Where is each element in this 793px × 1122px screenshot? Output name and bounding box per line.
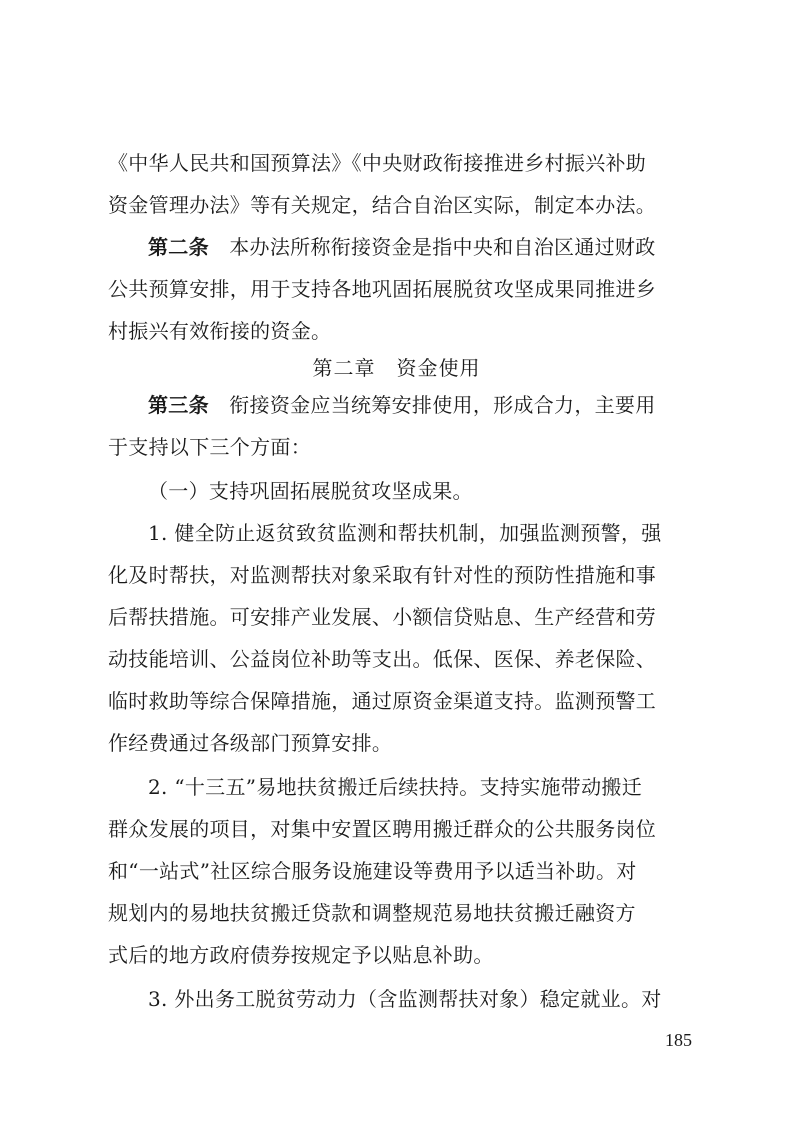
article-3-title: 第三条 bbox=[148, 393, 209, 417]
article-3-first-line bbox=[148, 392, 684, 418]
article-2-title: 第二条 bbox=[148, 235, 209, 259]
body-line: 式后的地方政府债券按规定予以贴息补助。 bbox=[108, 943, 494, 967]
body-line: 群众发展的项目，对集中安置区聘用搬迁群众的公共服务岗位 bbox=[108, 817, 657, 841]
body-line: 临时救助等综合保障措施，通过原资金渠道支持。监测预警工 bbox=[108, 689, 657, 713]
chapter-heading: 第二章 资金使用 bbox=[312, 356, 481, 380]
section-heading: （一）支持巩固拓展脱贫攻坚成果。 bbox=[148, 479, 473, 503]
body-line: 村振兴有效衔接的资金。 bbox=[108, 319, 332, 343]
body-line: 《中华人民共和国预算法》《中央财政衔接推进乡村振兴补助 bbox=[108, 151, 647, 175]
page-number: 185 bbox=[665, 1030, 692, 1050]
body-line: 和“一站式”社区综合服务设施建设等费用予以适当补助。对 bbox=[108, 859, 637, 883]
article-2-first-line bbox=[148, 234, 684, 260]
body-line: 资金管理办法》等有关规定，结合自治区实际，制定本办法。 bbox=[108, 193, 657, 217]
body-line: 化及时帮扶，对监测帮扶对象采取有针对性的预防性措施和事 bbox=[108, 563, 657, 587]
body-line: 规划内的易地扶贫搬迁贷款和调整规范易地扶贫搬迁融资方 bbox=[108, 901, 636, 925]
item-2-first-line: 2. “十三五”易地扶贫搬迁后续扶持。支持实施带动搬迁 bbox=[148, 775, 642, 799]
article-3-text: 衔接资金应当统筹安排使用，形成合力，主要用 bbox=[229, 393, 656, 417]
item-1-first-line: 1. 健全防止返贫致贫监测和帮扶机制，加强监测预警，强 bbox=[148, 521, 662, 545]
body-line: 动技能培训、公益岗位补助等支出。低保、医保、养老保险、 bbox=[108, 647, 657, 671]
body-line: 于支持以下三个方面： bbox=[108, 435, 311, 459]
article-2-text: 本办法所称衔接资金是指中央和自治区通过财政 bbox=[229, 235, 656, 259]
body-line: 后帮扶措施。可安排产业发展、小额信贷贴息、生产经营和劳 bbox=[108, 605, 657, 629]
body-line: 作经费通过各级部门预算安排。 bbox=[108, 731, 393, 755]
item-3-first-line: 3. 外出务工脱贫劳动力（含监测帮扶对象）稳定就业。对 bbox=[148, 987, 662, 1011]
body-line: 公共预算安排，用于支持各地巩固拓展脱贫攻坚成果同推进乡 bbox=[108, 277, 657, 301]
